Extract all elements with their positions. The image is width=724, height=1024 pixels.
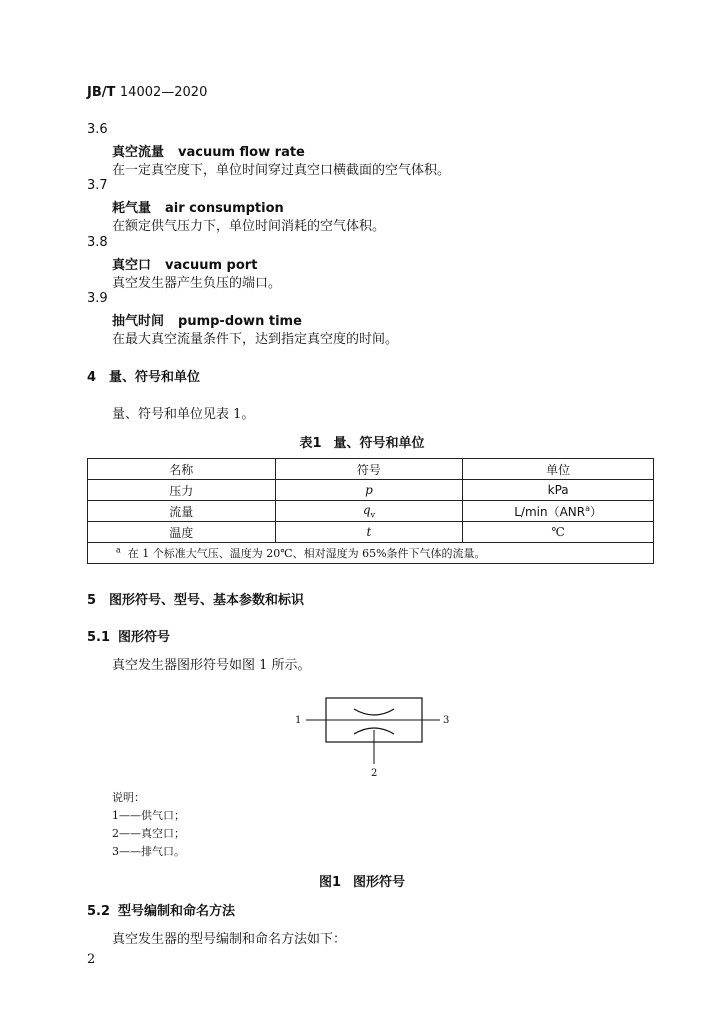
table-cell-unit xyxy=(463,501,654,522)
figure-caption-title: 图形符号 xyxy=(353,875,406,890)
section-title: 图形符号、型号、基本参数和标识 xyxy=(109,593,305,608)
section-intro: 量、符号和单位见表 1。 xyxy=(112,407,255,422)
port-label-2: 2 xyxy=(371,768,378,779)
section-number: 4 xyxy=(87,370,97,385)
section-intro: 真空发生器图形符号如图 1 所示。 xyxy=(112,658,311,673)
table-row xyxy=(88,501,654,522)
term-en: vacuum flow rate xyxy=(178,145,305,160)
table-cell-symbol xyxy=(275,522,463,543)
table-cell-symbol xyxy=(275,501,463,522)
clause-number: 3.8 xyxy=(87,235,108,250)
section-number: 5.2 xyxy=(87,904,111,919)
figure-caption-number: 图1 xyxy=(318,875,342,890)
table-cell-unit: ℃ xyxy=(463,522,654,543)
section-number: 5.1 xyxy=(87,630,111,645)
term-en: air consumption xyxy=(165,201,284,216)
term-definition: 真空发生器产生负压的端口。 xyxy=(112,276,282,291)
table-footnote xyxy=(88,543,654,564)
quantities-table xyxy=(87,458,654,564)
section-title: 图形符号 xyxy=(118,630,171,645)
term-definition: 在一定真空度下，单位时间穿过真空口横截面的空气体积。 xyxy=(112,163,451,178)
column-header: 名称 xyxy=(88,459,276,480)
table-cell-name: 压力 xyxy=(88,480,276,501)
footnote-text: 在 1 个标准大气压、温度为 20℃、相对湿度为 65%条件下气体的流量。 xyxy=(127,547,486,560)
table-cell-name: 温度 xyxy=(88,522,276,543)
legend-item: 2——真空口； xyxy=(112,827,185,840)
term-heading xyxy=(112,141,305,160)
unit-text-tail: ） xyxy=(590,504,603,519)
standard-code-number: 14002—2020 xyxy=(119,85,208,100)
column-header: 单位 xyxy=(463,459,654,480)
term-zh: 耗气量 xyxy=(112,201,152,216)
legend-item: 3——排气口。 xyxy=(112,845,185,858)
table-caption xyxy=(0,432,724,451)
table-footnote-row xyxy=(88,543,654,564)
symbol-subscript: v xyxy=(370,510,376,520)
term-zh: 抽气时间 xyxy=(112,314,165,329)
table-row xyxy=(88,522,654,543)
symbol: q xyxy=(362,502,371,517)
footnote-marker: a xyxy=(116,545,121,555)
unit-text: L/min（ANR xyxy=(514,504,586,519)
legend-item: 1——供气口； xyxy=(112,809,185,822)
figure-caption xyxy=(0,871,724,890)
table-cell-name: 流量 xyxy=(88,501,276,522)
section-title: 量、符号和单位 xyxy=(109,370,201,385)
standard-code-prefix: JB/T xyxy=(87,85,116,100)
section-heading-5-2 xyxy=(87,900,235,919)
clause-number: 3.9 xyxy=(87,291,108,306)
table-caption-title: 量、符号和单位 xyxy=(333,436,425,451)
section-heading-5-1 xyxy=(87,626,170,645)
term-definition: 在额定供气压力下，单位时间消耗的空气体积。 xyxy=(112,219,386,234)
clause-number: 3.7 xyxy=(87,178,108,193)
term-heading xyxy=(112,310,302,329)
standard-code xyxy=(87,85,207,100)
vacuum-generator-symbol xyxy=(290,692,460,782)
nozzle-upper-arc xyxy=(354,709,394,715)
port-label-3: 3 xyxy=(443,715,450,726)
section-intro: 真空发生器的型号编制和命名方法如下： xyxy=(112,932,347,947)
footnote-marker: a xyxy=(585,503,591,513)
term-zh: 真空口 xyxy=(112,258,152,273)
term-zh: 真空流量 xyxy=(112,145,165,160)
legend-title: 说明： xyxy=(112,791,145,804)
term-definition: 在最大真空流量条件下，达到指定真空度的时间。 xyxy=(112,332,399,347)
table-caption-number: 表1 xyxy=(299,436,322,451)
column-header: 符号 xyxy=(275,459,463,480)
term-heading xyxy=(112,254,257,273)
section-heading-5 xyxy=(87,589,304,608)
clause-number: 3.6 xyxy=(87,122,108,137)
term-en: pump-down time xyxy=(178,314,302,329)
section-number: 5 xyxy=(87,593,97,608)
symbol: p xyxy=(365,483,373,497)
port-label-1: 1 xyxy=(295,715,302,726)
table-cell-unit: kPa xyxy=(463,480,654,501)
page-number: 2 xyxy=(87,952,96,967)
section-heading-4 xyxy=(87,366,200,385)
term-heading xyxy=(112,197,284,216)
symbol: t xyxy=(366,525,372,539)
table-header-row xyxy=(88,459,654,480)
section-title: 型号编制和命名方法 xyxy=(118,904,236,919)
term-en: vacuum port xyxy=(165,258,258,273)
table-cell-symbol xyxy=(275,480,463,501)
table-row xyxy=(88,480,654,501)
